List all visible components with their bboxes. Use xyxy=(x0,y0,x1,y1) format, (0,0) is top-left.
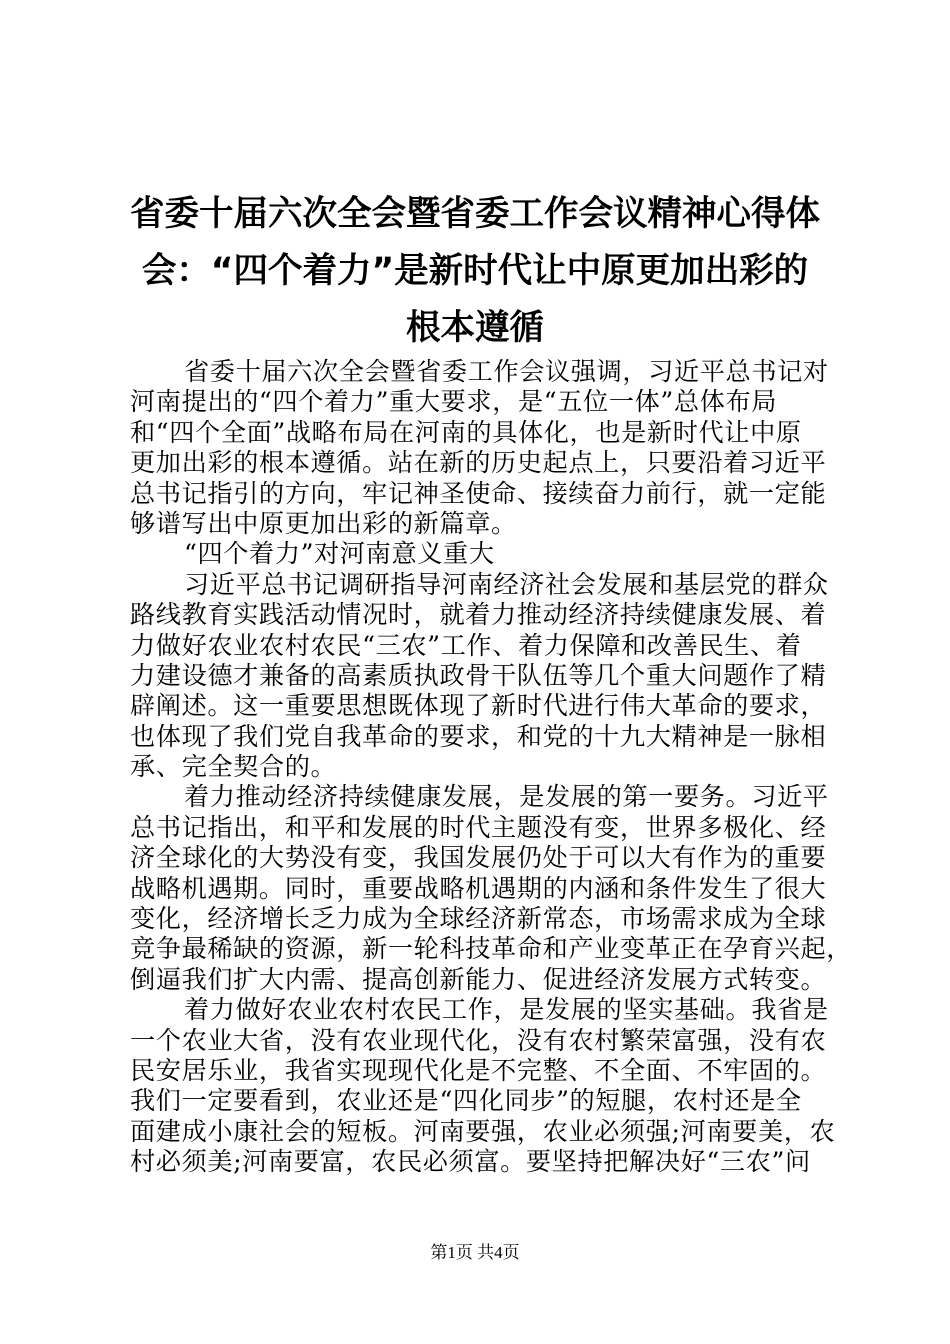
body-line: 一个农业大省，没有农业现代化，没有农村繁荣富强，没有农 xyxy=(130,1025,827,1055)
body-line: 习近平总书记调研指导河南经济社会发展和基层党的群众 xyxy=(184,569,829,599)
body-line: 倒逼我们扩大内需、提高创新能力、促进经济发展方式转变。 xyxy=(130,964,827,994)
body-line: 也体现了我们党自我革命的要求，和党的十九大精神是一脉相 xyxy=(130,721,827,751)
body-line: 路线教育实践活动情况时，就着力推动经济持续健康发展、着 xyxy=(130,600,827,630)
body-line: 竞争最稀缺的资源，新一轮科技革命和产业变革正在孕育兴起， xyxy=(130,934,853,964)
page-footer: 第1页 共4页 xyxy=(430,1243,520,1262)
body-line: 力建设德才兼备的高素质执政骨干队伍等几个重大问题作了精 xyxy=(130,660,827,690)
body-line: 我们一定要看到，农业还是“四化同步”的短腿，农村还是全 xyxy=(130,1086,802,1116)
section-heading: “四个着力”对河南意义重大 xyxy=(184,539,495,569)
body-line: 和“四个全面”战略布局在河南的具体化，也是新时代让中原 xyxy=(130,417,802,447)
body-line: 更加出彩的根本遵循。站在新的历史起点上，只要沿着习近平 xyxy=(130,448,827,478)
body-line: 面建成小康社会的短板。河南要强，农业必须强;河南要美，农 xyxy=(130,1116,836,1146)
body-line: 民安居乐业，我省实现现代化是不完整、不全面、不牢固的。 xyxy=(130,1055,827,1085)
body-line: 总书记指出，和平和发展的时代主题没有变，世界多极化、经 xyxy=(130,812,827,842)
body-line: 河南提出的“四个着力”重大要求，是“五位一体”总体布局 xyxy=(130,387,778,417)
document-body xyxy=(130,357,853,1178)
document-title xyxy=(120,186,830,357)
body-line: 辟阐述。这一重要思想既体现了新时代进行伟大革命的要求， xyxy=(130,691,827,721)
body-line: 村必须美;河南要富，农民必须富。要坚持把解决好“三农”问 xyxy=(130,1147,811,1177)
body-line: 承、完全契合的。 xyxy=(130,752,337,782)
title-line: 根本遵循 xyxy=(406,308,544,348)
title-line: 省委十届六次全会暨省委工作会议精神心得体 xyxy=(130,194,820,234)
body-line: 着力推动经济持续健康发展，是发展的第一要务。习近平 xyxy=(184,782,829,812)
body-line: 省委十届六次全会暨省委工作会议强调，习近平总书记对 xyxy=(184,357,829,386)
body-line: 力做好农业农村农民“三农”工作、着力保障和改善民生、着 xyxy=(130,630,802,660)
body-line: 战略机遇期。同时，重要战略机遇期的内涵和条件发生了很大 xyxy=(130,873,827,903)
body-line: 着力做好农业农村农民工作，是发展的坚实基础。我省是 xyxy=(184,995,829,1025)
title-line: 会：“四个着力”是新时代让中原更加出彩的 xyxy=(141,251,809,291)
body-line: 变化，经济增长乏力成为全球经济新常态，市场需求成为全球 xyxy=(130,904,827,934)
body-line: 够谱写出中原更加出彩的新篇章。 xyxy=(130,508,517,538)
body-line: 济全球化的大势没有变，我国发展仍处于可以大有作为的重要 xyxy=(130,843,827,873)
body-line: 总书记指引的方向，牢记神圣使命、接续奋力前行，就一定能 xyxy=(130,478,827,508)
